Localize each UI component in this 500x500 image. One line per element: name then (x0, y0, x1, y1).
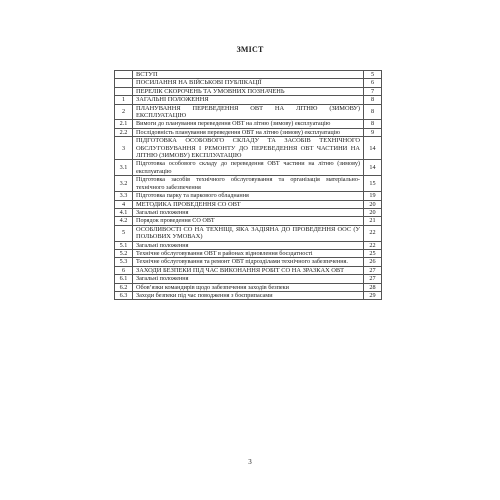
toc-row-number: 4 (115, 200, 133, 208)
toc-row-title: Технічне обслуговування ОВТ в районах відновлення боєздатності (133, 249, 364, 257)
toc-row (115, 291, 382, 299)
toc-row (115, 104, 382, 120)
toc-row-page: 6 (364, 79, 382, 87)
toc-row (115, 258, 382, 266)
toc-row-number: 2.1 (115, 120, 133, 128)
toc-row-page: 20 (364, 200, 382, 208)
toc-row-page: 22 (364, 241, 382, 249)
toc-row-page: 8 (364, 120, 382, 128)
toc-body (115, 71, 382, 300)
toc-row-page: 21 (364, 217, 382, 225)
toc-row-title: Загальні положення (133, 275, 364, 283)
toc-row-title: ВСТУП (133, 71, 364, 79)
toc-row-page: 27 (364, 266, 382, 274)
toc-row (115, 249, 382, 257)
toc-row-number: 4.1 (115, 208, 133, 216)
toc-row-page: 28 (364, 283, 382, 291)
toc-row-number: 5.2 (115, 249, 133, 257)
toc-row-page: 14 (364, 137, 382, 160)
toc-row (115, 96, 382, 104)
toc-row-title: Технічне обслуговування та ремонт ОВТ підрозділами технічного забезпечення. (133, 258, 364, 266)
toc-row-title: Загальні положення (133, 208, 364, 216)
toc-row (115, 71, 382, 79)
toc-row-number: 3.2 (115, 176, 133, 192)
toc-row-number: 6.2 (115, 283, 133, 291)
toc-row-title: ЗАХОДИ БЕЗПЕКИ ПІД ЧАС ВИКОНАННЯ РОБІТ СО НА ЗРАЗКАХ ОВТ (133, 266, 364, 274)
toc-row-title: Послідовність планування переведення ОВТ на літню (зимову) експлуатацію (133, 128, 364, 136)
toc-row-number: 3 (115, 137, 133, 160)
toc-row-number: 2.2 (115, 128, 133, 136)
toc-row-number: 5 (115, 225, 133, 241)
toc-row-page: 19 (364, 192, 382, 200)
toc-row (115, 87, 382, 95)
toc-row-number: 2 (115, 104, 133, 120)
toc-row (115, 283, 382, 291)
toc-row (115, 137, 382, 160)
toc-row-page: 22 (364, 225, 382, 241)
page-title: ЗМІСТ (236, 45, 264, 54)
toc-row-page: 27 (364, 275, 382, 283)
toc-row-number: 4.2 (115, 217, 133, 225)
toc-row-title: ПІДГОТОВКА ОСОБОВОГО СКЛАДУ ТА ЗАСОБІВ ТЕХНІЧНОГО ОБСЛУГОВУВАННЯ І РЕМОНТУ ДО ПЕРЕВЕДЕННЯ ОВТ ЧАСТИНИ НА ЛІТНЮ (ЗИМОВУ) ЕКСПЛУАТАЦІЮ (133, 137, 364, 160)
toc-row-title: Заходи безпеки під час поводження з боєприпасами (133, 291, 364, 299)
toc-row-number: 3.1 (115, 160, 133, 176)
toc-row (115, 200, 382, 208)
toc-row-title: Обов’язки командирів щодо забезпечення заходів безпеки (133, 283, 364, 291)
toc-table (114, 70, 382, 300)
toc-row-title: Підготовка парку та паркового обладнання (133, 192, 364, 200)
toc-row (115, 217, 382, 225)
toc-row (115, 241, 382, 249)
toc-row-title: Порядок проведення СО ОВТ (133, 217, 364, 225)
toc-row (115, 266, 382, 274)
toc-row-title: Вимоги до планування переведення ОВТ на літню (зимову) експлуатацію (133, 120, 364, 128)
toc-row-page: 7 (364, 87, 382, 95)
toc-row-title: МЕТОДИКА ПРОВЕДЕННЯ СО ОВТ (133, 200, 364, 208)
toc-row-number: 5.3 (115, 258, 133, 266)
toc-row (115, 79, 382, 87)
toc-row (115, 208, 382, 216)
toc-row-title: ПЕРЕЛІК СКОРОЧЕНЬ ТА УМОВНИХ ПОЗНАЧЕНЬ (133, 87, 364, 95)
toc-row (115, 176, 382, 192)
toc-row-number (115, 87, 133, 95)
toc-row-page: 5 (364, 71, 382, 79)
toc-row (115, 225, 382, 241)
toc-row (115, 275, 382, 283)
toc-row (115, 192, 382, 200)
toc-row-title: ОСОБЛИВОСТІ СО НА ТЕХНІЦІ, ЯКА ЗАДІЯНА ДО ПРОВЕДЕННЯ ООС (У ПОЛЬОВИХ УМОВАХ) (133, 225, 364, 241)
toc-row-page: 25 (364, 249, 382, 257)
toc-row-number (115, 79, 133, 87)
page-number: 3 (248, 458, 252, 466)
toc-row-page: 20 (364, 208, 382, 216)
toc-row-page: 14 (364, 160, 382, 176)
toc-row-page: 15 (364, 176, 382, 192)
toc-row-page: 9 (364, 128, 382, 136)
toc-row-page: 26 (364, 258, 382, 266)
toc-row-number: 5.1 (115, 241, 133, 249)
toc-row (115, 120, 382, 128)
toc-row-title: ПОСИЛАННЯ НА ВІЙСЬКОВІ ПУБЛІКАЦІЇ (133, 79, 364, 87)
toc-row-title: ЗАГАЛЬНІ ПОЛОЖЕННЯ (133, 96, 364, 104)
toc-row (115, 128, 382, 136)
toc-row-title: Підготовка засобів технічного обслуговування та організація матеріально-технічного забезпечення (133, 176, 364, 192)
toc-row-page: 8 (364, 104, 382, 120)
toc-row-number (115, 71, 133, 79)
toc-row-number: 1 (115, 96, 133, 104)
toc-row-page: 29 (364, 291, 382, 299)
toc-row-title: Загальні положення (133, 241, 364, 249)
toc-row-number: 6.1 (115, 275, 133, 283)
toc-row-number: 6.3 (115, 291, 133, 299)
toc-row-number: 3.3 (115, 192, 133, 200)
toc-row-number: 6 (115, 266, 133, 274)
toc-row-page: 8 (364, 96, 382, 104)
toc-row-title: Підготовка особового складу до переведення ОВТ частини на літню (зимову) експлуатацію (133, 160, 364, 176)
toc-row (115, 160, 382, 176)
toc-row-title: ПЛАНУВАННЯ ПЕРЕВЕДЕННЯ ОВТ НА ЛІТНЮ (ЗИМОВУ) ЕКСПЛУАТАЦІЮ (133, 104, 364, 120)
